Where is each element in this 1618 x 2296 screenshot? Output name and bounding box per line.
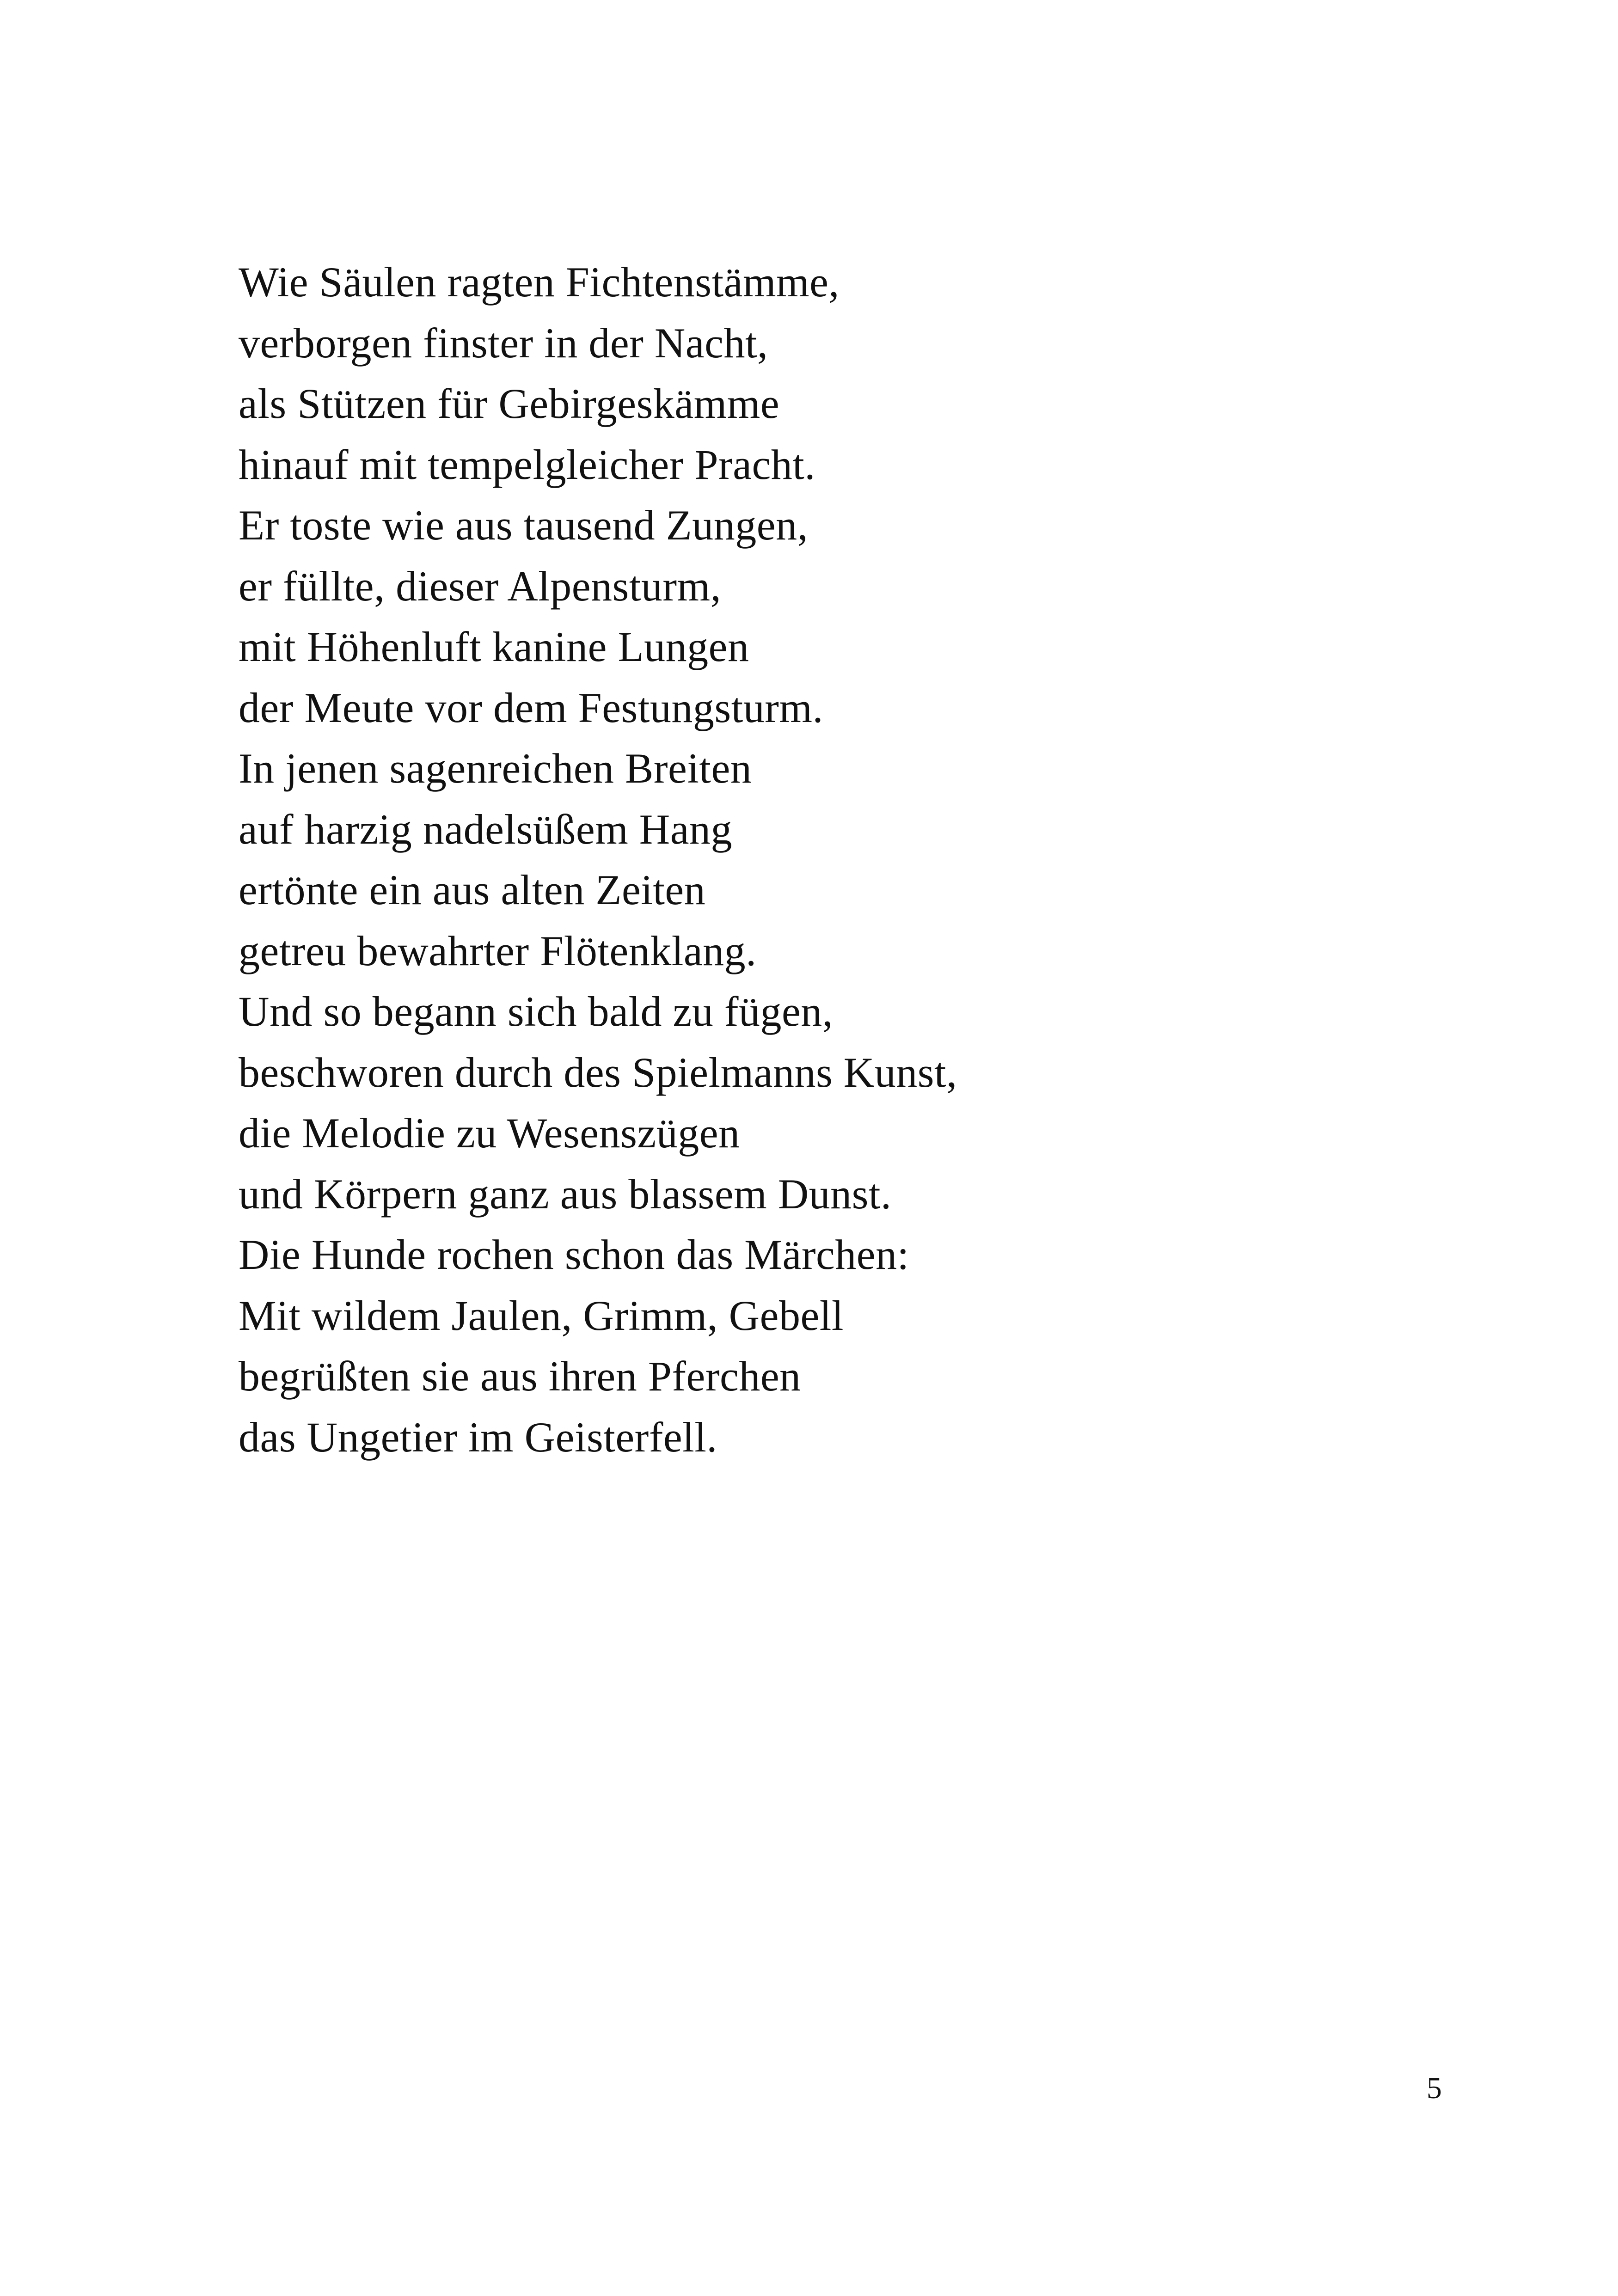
poem-line: beschworen durch des Spielmanns Kunst, [239,1048,957,1096]
poem-line: ertönte ein aus alten Zeiten [239,866,706,913]
poem-line: auf harzig nadelsüßem Hang [239,805,733,853]
poem-line: Wie Säulen ragten Fichtenstämme, [239,258,840,306]
poem-line: als Stützen für Gebirgeskämme [239,380,780,427]
poem-line: der Meute vor dem Festungsturm. [239,684,823,731]
poem-line: getreu bewahrter Flötenklang. [239,927,757,974]
poem-line: Er toste wie aus tausend Zungen, [239,502,809,549]
poem-line: die Melodie zu Wesenszügen [239,1109,740,1157]
poem-line: hinauf mit tempelgleicher Pracht. [239,441,815,488]
poem-line: begrüßten sie aus ihren Pferchen [239,1353,801,1400]
page-number: 5 [1427,2071,1442,2105]
poem-line: In jenen sagenreichen Breiten [239,745,752,792]
poem-line: Und so begann sich bald zu fügen, [239,988,834,1035]
poem-line: Die Hunde rochen schon das Märchen: [239,1231,909,1278]
poem-stanza [239,252,957,1468]
poem-line: er füllte, dieser Alpensturm, [239,562,722,610]
poem-line: und Körpern ganz aus blassem Dunst. [239,1170,892,1218]
poem-line: Mit wildem Jaulen, Grimm, Gebell [239,1292,844,1339]
poem-line: verborgen finster in der Nacht, [239,319,768,367]
poem-line: mit Höhenluft kanine Lungen [239,623,749,670]
poem-line: das Ungetier im Geisterfell. [239,1413,717,1461]
